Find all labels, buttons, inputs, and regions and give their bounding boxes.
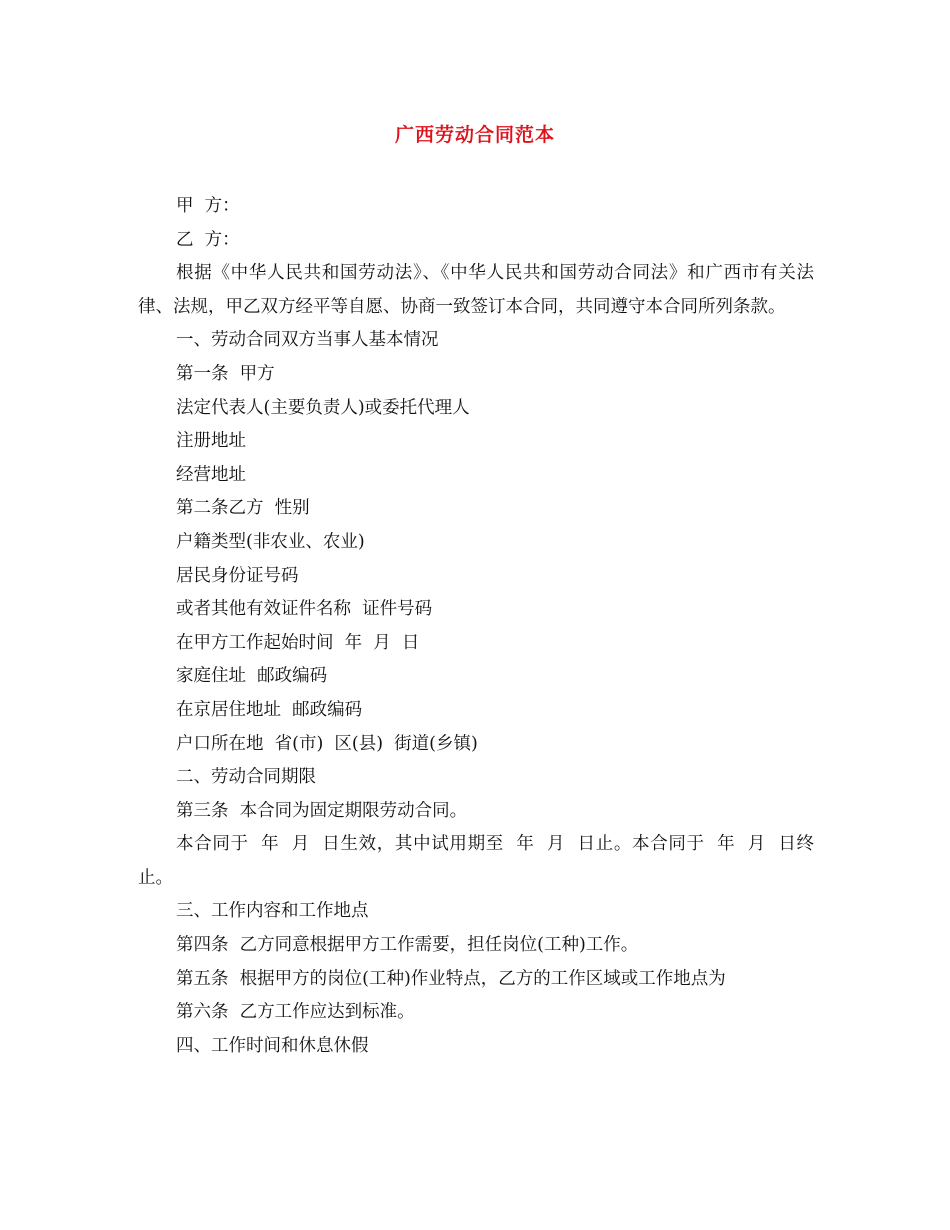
paragraph-article-6: 第六条 乙方工作应达到标准。 [176,1002,415,1023]
paragraph-preamble: 根据《中华人民共和国劳动法》、《中华人民共和国劳动合同法》和广西市有关法律、法规，甲乙双方经平等自愿、协商一致签订本合同，共同遵守本合同所列条款。 [138,263,814,317]
paragraph-party-b: 乙 方： [176,229,240,250]
paragraph-contract-term: 本合同于 年 月 日生效，其中试用期至 年 月 日止。本合同于 年 月 日终止。 [138,834,814,888]
paragraph-id-number: 居民身份证号码 [176,565,299,586]
paragraph-registered-address: 注册地址 [176,431,246,452]
paragraph-article-4: 第四条 乙方同意根据甲方工作需要，担任岗位(工种)工作。 [176,935,639,956]
paragraph-hukou: 户口所在地 省(市) 区(县) 街道(乡镇) [176,733,478,754]
paragraph-article-3: 第三条 本合同为固定期限劳动合同。 [176,800,468,821]
paragraph-other-id: 或者其他有效证件名称 证件号码 [176,599,433,620]
section-heading-2: 二、劳动合同期限 [176,767,316,788]
document-title: 广西劳动合同范本 [394,124,555,146]
paragraph-home-address: 家庭住址 邮政编码 [176,666,328,687]
paragraph-legal-rep: 法定代表人(主要负责人)或委托代理人 [176,397,470,418]
paragraph-business-address: 经营地址 [176,464,246,485]
section-heading-3: 三、工作内容和工作地点 [176,901,369,922]
document-body [138,190,814,1063]
paragraph-household-type: 户籍类型(非农业、农业) [176,531,365,552]
section-heading-4: 四、工作时间和休息休假 [176,1035,369,1056]
paragraph-start-date: 在甲方工作起始时间 年 月 日 [176,632,420,653]
paragraph-article-2: 第二条乙方 性别 [176,498,310,519]
paragraph-article-5: 第五条 根据甲方的岗位(工种)作业特点，乙方的工作区域或工作地点为 [176,968,726,989]
paragraph-article-1: 第一条 甲方 [176,363,275,384]
paragraph-beijing-address: 在京居住地址 邮政编码 [176,699,363,720]
section-heading-1: 一、劳动合同双方当事人基本情况 [176,330,439,351]
paragraph-party-a: 甲 方： [176,196,240,216]
